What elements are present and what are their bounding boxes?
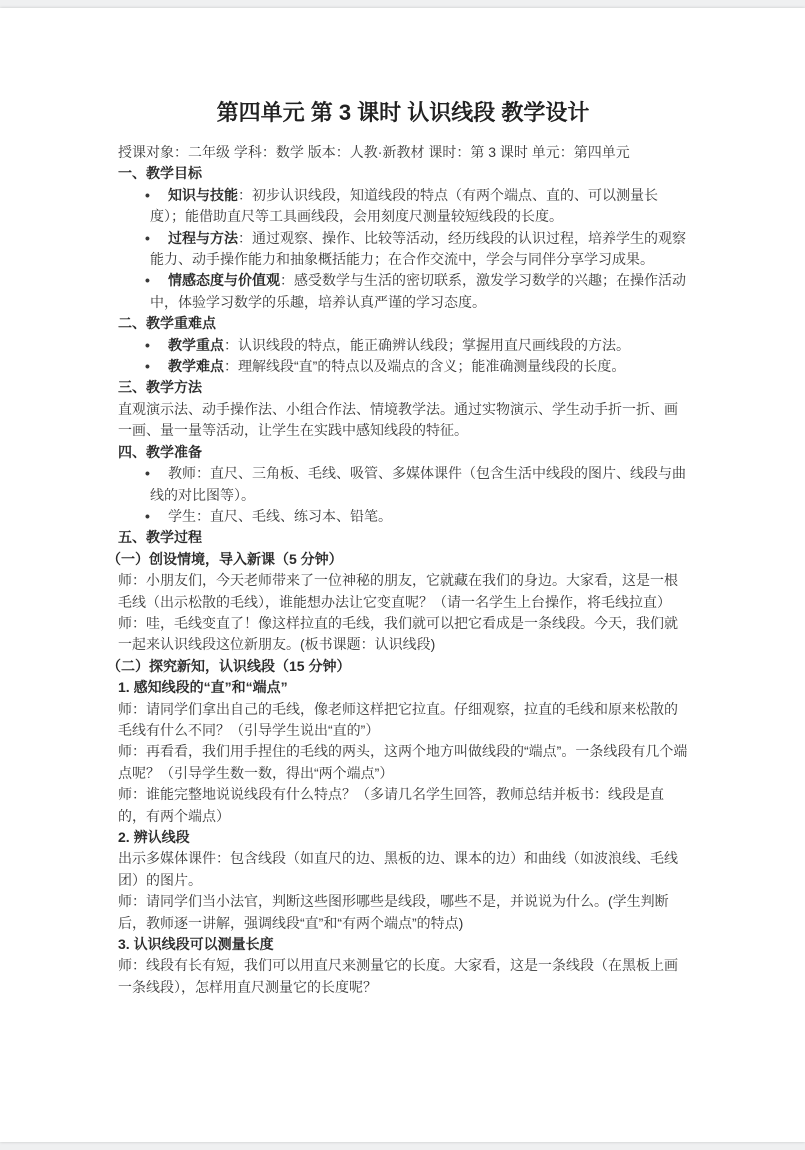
bullet-item xyxy=(118,335,688,356)
bullet-text: 学生：直尺、毛线、练习本、铅笔。 xyxy=(168,507,392,524)
bullet-icon: • xyxy=(145,272,150,289)
bullet-text: ：理解线段“直”的特点以及端点的含义；能准确测量线段的长度。 xyxy=(224,358,626,375)
paragraph: 师：再看看，我们用手捏住的毛线的两头，这两个地方叫做线段的“端点”。一条线段有几个端点呢？（引导学生数一数，得出“两个端点”） xyxy=(118,743,688,781)
bullet-item xyxy=(118,356,688,377)
paragraph: 师：请同学们当小法官，判断这些图形哪些是线段，哪些不是，并说说为什么。(学生判断后，教师逐一讲解，强调线段“直”和“有两个端点”的特点) xyxy=(118,893,669,931)
paragraph: 师：小朋友们，今天老师带来了一位神秘的朋友，它就藏在我们的身边。大家看，这是一根毛线（出示松散的毛线），谁能想办法让它变直呢？（请一名学生上台操作，将毛线拉直） xyxy=(118,572,678,610)
section-heading: 二、教学重难点 xyxy=(118,315,216,332)
section-heading: 四、教学准备 xyxy=(118,443,202,460)
bullet-lead: 教学重点 xyxy=(168,336,224,353)
bullet-lead: 教学难点 xyxy=(168,358,224,375)
bullet-lead: 知识与技能 xyxy=(168,186,238,203)
bullet-text: ：通过观察、操作、比较等活动，经历线段的认识过程，培养学生的观察能力、动手操作能力和抽象概括能力；在合作交流中，学会与同伴分享学习成果。 xyxy=(150,229,686,268)
bullet-icon: • xyxy=(145,336,150,353)
bullet-item xyxy=(118,228,688,271)
paragraph: 师：请同学们拿出自己的毛线，像老师这样把它拉直。仔细观察，拉直的毛线和原来松散的毛线有什么不同？（引导学生说出“直的”） xyxy=(118,700,678,738)
bullet-list xyxy=(118,185,688,313)
document-page xyxy=(0,8,805,1142)
bullet-item xyxy=(118,270,688,313)
document-body xyxy=(107,163,688,998)
bullet-icon: • xyxy=(145,186,150,203)
course-meta-line: 授课对象：二年级 学科：数学 版本：人教·新教材 课时：第 3 课时 单元：第四单元 xyxy=(118,144,630,160)
bullet-icon: • xyxy=(145,465,150,482)
sub-heading: 2. 辨认线段 xyxy=(118,829,190,845)
bullet-item xyxy=(118,185,688,228)
section-heading: 一、教学目标 xyxy=(118,165,202,182)
sub-heading: （一）创设情境，导入新课（5 分钟） xyxy=(107,550,343,567)
bullet-lead: 过程与方法 xyxy=(168,229,238,246)
bullet-item xyxy=(118,506,688,527)
paragraph: 师：线段有长有短，我们可以用直尺来测量它的长度。大家看，这是一条线段（在黑板上画一条线段），怎样用直尺测量它的长度呢？ xyxy=(118,957,678,995)
paragraph: 出示多媒体课件：包含线段（如直尺的边、黑板的边、课本的边）和曲线（如波浪线、毛线团）的图片。 xyxy=(118,850,678,888)
bullet-text: ：感受数学与生活的密切联系，激发学习数学的兴趣；在操作活动中，体验学习数学的乐趣，培养认真严谨的学习态度。 xyxy=(150,272,686,310)
bullet-icon: • xyxy=(145,229,150,246)
section-heading: 三、教学方法 xyxy=(118,379,202,396)
bullet-list xyxy=(118,335,688,378)
sub-heading: （二）探究新知，认识线段（15 分钟） xyxy=(107,657,351,674)
bullet-item xyxy=(118,463,688,506)
bullet-icon: • xyxy=(145,358,150,375)
sub-heading: 1. 感知线段的“直”和“端点” xyxy=(118,679,288,696)
paragraph: 师：谁能完整地说说线段有什么特点？（多请几名学生回答，教师总结并板书：线段是直的，有两个端点） xyxy=(118,786,664,824)
bullet-icon: • xyxy=(145,507,150,524)
page-title: 第四单元 第 3 课时 认识线段 教学设计 xyxy=(216,100,590,125)
document-content xyxy=(0,8,805,998)
bullet-lead: 情感态度与价值观 xyxy=(168,272,280,289)
bullet-text: ：认识线段的特点，能正确辨认线段；掌握用直尺画线段的方法。 xyxy=(224,336,630,353)
section-heading: 五、教学过程 xyxy=(118,529,202,546)
bullet-list xyxy=(118,463,688,527)
bullet-text: 教师：直尺、三角板、毛线、吸管、多媒体课件（包含生活中线段的图片、线段与曲线的对比图等）。 xyxy=(150,465,686,503)
sub-heading: 3. 认识线段可以测量长度 xyxy=(118,936,274,953)
bullet-text: ：初步认识线段，知道线段的特点（有两个端点、直的、可以测量长度）；能借助直尺等工具画线段，会用刻度尺测量较短线段的长度。 xyxy=(150,186,658,225)
paragraph: 直观演示法、动手操作法、小组合作法、情境教学法。通过实物演示、学生动手折一折、画一画、量一量等活动，让学生在实践中感知线段的特征。 xyxy=(118,400,678,439)
paragraph: 师：哇，毛线变直了！像这样拉直的毛线，我们就可以把它看成是一条线段。今天，我们就一起来认识线段这位新朋友。(板书课题：认识线段) xyxy=(118,614,678,653)
